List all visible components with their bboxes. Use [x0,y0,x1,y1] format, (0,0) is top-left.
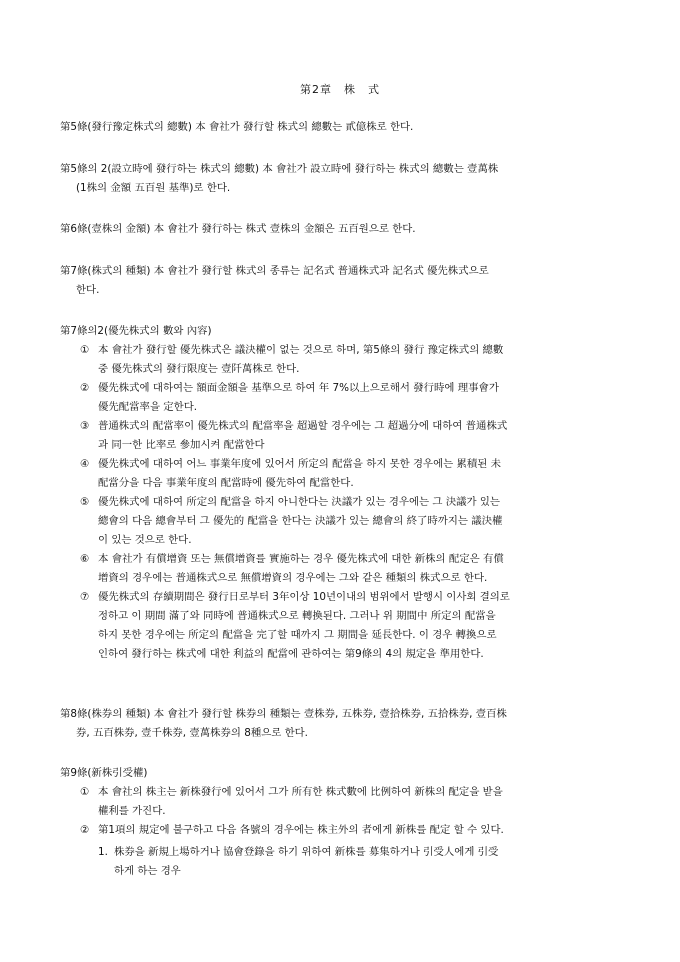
item-line: 중 優先株式의 發行限度는 壹阡萬株로 한다. [98,363,300,375]
list-item [80,588,625,664]
list-item [80,550,625,588]
article-8 [60,705,622,743]
item-number: ⑦ [80,591,90,603]
item-line: 인하여 發行하는 株式에 대한 利益의 配當에 관하여는 第9條의 4의 規定을 準用한다. [98,648,484,660]
article-5-2-line-1: 第5條의 2(設立時에 發行하는 株式의 總數) 本 會社가 設立時에 發行하는 株式의 總數는 壹萬株 [60,163,499,175]
article-8-line-1: 第8條(株券의 種類) 本 會社가 發行할 株券의 種類는 壹株券, 五株券, 壹拾株券, 五拾株券, 壹百株 [60,708,507,720]
item-line: 이 있는 것으로 한다. [98,534,192,546]
item-line: 權利를 가진다. [98,805,166,817]
article-5-2-line-2: (1株의 金額 五百원 基準)로 한다. [76,182,231,194]
list-item [80,493,625,550]
subitem-number: 1. [98,846,108,858]
item-line: 總會의 다음 總會부터 그 優先的 配當을 한다는 決議가 있는 總會의 終了時까지는 議決權 [98,515,503,527]
article-7-line-2: 한다. [76,284,100,296]
article-5-text: 第5條(發行豫定株式의 總數) 本 會社가 發行할 株式의 總數는 貳億株로 한다. [60,121,414,133]
article-7 [60,262,622,300]
article-7-line-1: 第7條(株式의 種類) 本 會社가 發行할 株式의 종류는 記名式 普通株式과 記名式 優先株式으로 [60,265,489,277]
subitem-line: 株券을 新規上場하거나 協會登錄을 하기 위하여 新株를 募集하거나 引受人에게 引受 [114,846,499,858]
item-number: ② [80,382,90,394]
item-line: 普通株式의 配當率이 優先株式의 配當率을 超過할 경우에는 그 超過分에 대하여 普通株式 [98,420,508,432]
article-9-heading [60,764,622,783]
article-5 [60,118,622,137]
subitem-line: 하게 하는 경우 [114,865,181,877]
list-item [80,379,625,417]
list-item [80,783,625,821]
list-item [80,455,625,493]
item-line: 第1項의 規定에 불구하고 다음 各號의 경우에는 株主外의 者에게 新株를 配定 할 수 있다. [98,824,504,836]
item-number: ② [80,824,90,836]
list-item [80,417,625,455]
item-line: 정하고 이 期間 滿了와 同時에 普通株式으로 轉換된다. 그러나 위 期間中 所定의 配當을 [98,610,496,622]
item-line: 優先配當率을 定한다. [98,401,198,413]
item-line: 優先株式에 대하여 所定의 配當을 하지 아니한다는 決議가 있는 경우에는 그 決議가 있는 [98,496,500,508]
article-6 [60,220,622,239]
item-line: 優先株式에 대하여는 額面金額을 基準으로 하여 年 7%以上으로해서 發行時에 理事會가 [98,382,499,394]
article-7-2-heading-text: 第7條의2(優先株式의 數와 內容) [60,325,212,337]
item-line: 增資의 경우에는 普通株式으로 無償增資의 경우에는 그와 같은 種類의 株式으로 한다. [98,572,488,584]
item-line: 優先株式에 대하여 어느 事業年度에 있어서 所定의 配當을 하지 못한 경우에는 累積된 未 [98,458,501,470]
article-7-2-items [80,341,625,664]
item-number: ① [80,344,90,356]
item-number: ① [80,786,90,798]
article-9-heading-text: 第9條(新株引受權) [60,767,148,779]
chapter-title: 第2章 株 式 [300,83,380,96]
item-line: 하지 못한 경우에는 所定의 配當을 完了할 때까지 그 期間을 延長한다. 이 경우 轉換으로 [98,629,497,641]
item-line: 本 會社가 有償增資 또는 無償增資를 實施하는 경우 優先株式에 대한 新株의 配定은 有償 [98,553,504,565]
item-number: ③ [80,420,90,432]
item-number: ⑥ [80,553,90,565]
article-6-text: 第6條(壹株의 金額) 本 會社가 發行하는 株式 壹株의 金額은 五百원으로 한다. [60,223,416,235]
item-line: 本 會社가 發行할 優先株式은 議決權이 없는 것으로 하며, 第5條의 發行 豫定株式의 總數 [98,344,504,356]
list-item [80,821,625,840]
article-8-line-2: 券, 五百株券, 壹千株券, 壹萬株券의 8種으로 한다. [76,727,308,739]
list-item [80,341,625,379]
article-9-items [80,783,625,840]
item-line: 과 同一한 比率로 參加시켜 配當한다 [98,439,265,451]
item-number: ⑤ [80,496,90,508]
item-line: 配當分을 다음 事業年度의 配當時에 優先하여 配當한다. [98,477,354,489]
item-line: 本 會社의 株主는 新株發行에 있어서 그가 所有한 株式數에 比例하여 新株의 配定을 받을 [98,786,503,798]
article-9-subitem-1 [98,843,618,881]
item-line: 優先株式의 存續期間은 發行日로부터 3年이상 10년이내의 범위에서 발행시 이사회 결의로 [98,591,510,603]
article-5-2 [60,160,622,198]
item-number: ④ [80,458,90,470]
article-7-2-heading [60,322,622,341]
